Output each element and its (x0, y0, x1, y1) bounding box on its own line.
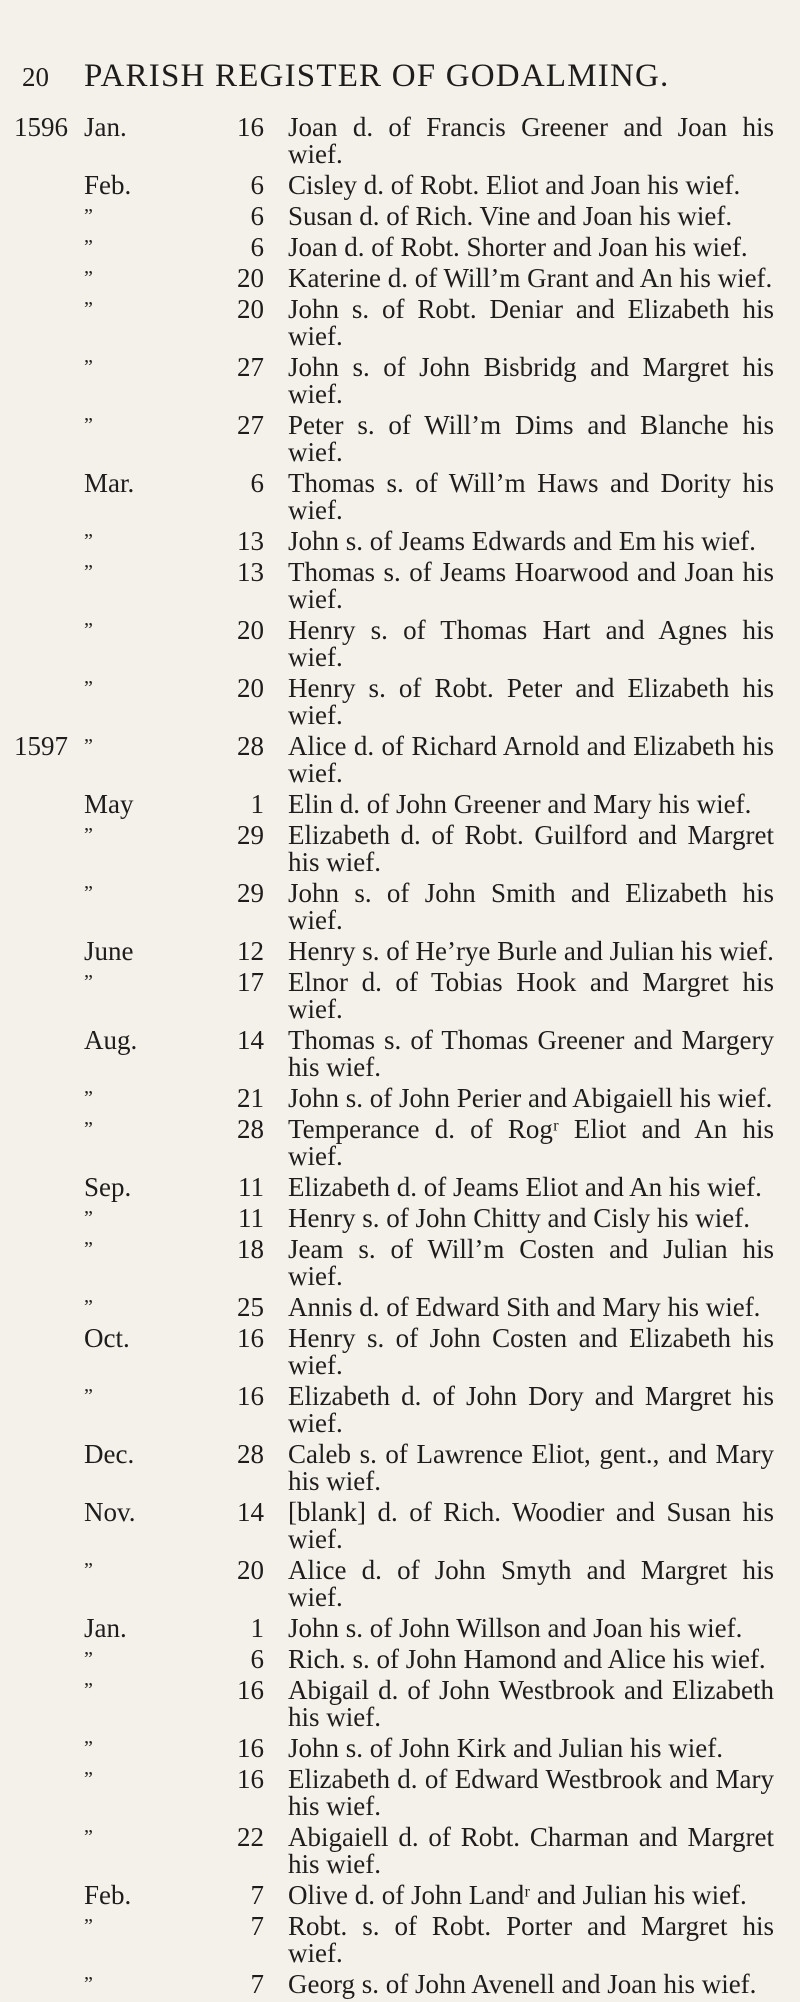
entry-month: ” (84, 1915, 92, 1937)
register-entry (0, 412, 800, 466)
register-entry (0, 1615, 800, 1642)
entry-day: 14 (237, 1025, 264, 1055)
entry-text: Jeam s. of Will’m Costen and Julian his wief. (288, 1234, 774, 1291)
entry-text: John s. of Jeams Edwards and Em his wief. (288, 526, 756, 556)
register-entry (0, 234, 800, 261)
entry-day: 17 (237, 967, 264, 997)
register-entry (0, 1383, 800, 1437)
register-entry (0, 265, 800, 292)
entry-day: 27 (237, 352, 264, 382)
entry-text: John s. of John Bisbridg and Margret his wief. (288, 352, 774, 409)
entry-day: 25 (237, 1292, 264, 1322)
entry-text: Joan d. of Robt. Shorter and Joan his wief. (288, 232, 748, 262)
entry-text: Peter s. of Will’m Dims and Blanche his wief. (288, 410, 774, 467)
entry-text: John s. of John Perier and Abigaiell his wief. (288, 1083, 773, 1113)
entry-day: 20 (237, 673, 264, 703)
entry-text: Cisley d. of Robt. Eliot and Joan his wief. (288, 170, 741, 200)
entry-day: 6 (250, 170, 264, 200)
entry-day: 28 (237, 731, 264, 761)
running-title: PARISH REGISTER OF GODALMING. (84, 58, 670, 94)
entry-day: 13 (237, 526, 264, 556)
register-entries (0, 114, 800, 2002)
entry-day: 20 (237, 294, 264, 324)
entry-text: Rich. s. of John Hamond and Alice his wief. (288, 1644, 766, 1674)
entry-day: 7 (250, 1969, 264, 1999)
entry-day: 14 (237, 1497, 264, 1527)
entry-month: ” (84, 1238, 92, 1260)
register-entry (0, 559, 800, 613)
entry-day: 29 (237, 878, 264, 908)
entry-month: ” (84, 619, 92, 641)
register-entry (0, 1441, 800, 1495)
entry-day: 16 (237, 1323, 264, 1353)
entry-text: Thomas s. of Thomas Greener and Margery his wief. (288, 1025, 774, 1082)
entry-month: ” (84, 1973, 92, 1995)
entry-text: Susan d. of Rich. Vine and Joan his wief. (288, 201, 733, 231)
entry-day: 11 (238, 1172, 264, 1202)
entry-text: Olive d. of John Landʳ and Julian his wief. (288, 1880, 747, 1910)
entry-text: Henry s. of Thomas Hart and Agnes his wief. (288, 615, 774, 672)
entry-day: 12 (237, 936, 264, 966)
entry-month: ” (84, 677, 92, 699)
entry-text: Alice d. of John Smyth and Margret his wief. (288, 1555, 774, 1612)
entry-month: ” (84, 1737, 92, 1759)
register-entry (0, 969, 800, 1023)
register-entry (0, 938, 800, 965)
entry-month: ” (84, 1385, 92, 1407)
register-entry (0, 1205, 800, 1232)
register-entry (0, 1882, 800, 1909)
register-entry (0, 733, 800, 787)
entry-text: Thomas s. of Jeams Hoarwood and Joan his wief. (288, 557, 774, 614)
entry-text: Elizabeth d. of Jeams Eliot and An his wief. (288, 1172, 762, 1202)
entry-day: 7 (250, 1911, 264, 1941)
register-entry (0, 528, 800, 555)
register-entry (0, 1557, 800, 1611)
register-entry (0, 1174, 800, 1201)
entry-month: Mar. (84, 468, 135, 498)
entry-text: Henry s. of Robt. Peter and Elizabeth his wief. (288, 673, 774, 730)
entry-month: Sep. (84, 1172, 132, 1202)
entry-text: Henry s. of John Costen and Elizabeth his wief. (288, 1323, 774, 1380)
register-entry (0, 1971, 800, 1998)
entry-day: 16 (237, 1733, 264, 1763)
entry-month: ” (84, 1207, 92, 1229)
entry-text: Robt. s. of Robt. Porter and Margret his wief. (288, 1911, 774, 1968)
entry-month: ” (84, 414, 92, 436)
entry-month: Feb. (84, 1880, 132, 1910)
entry-text: Annis d. of Edward Sith and Mary his wief. (288, 1292, 761, 1322)
entry-day: 20 (237, 263, 264, 293)
register-entry (0, 1677, 800, 1731)
entry-day: 28 (237, 1114, 264, 1144)
entry-month: Aug. (84, 1025, 138, 1055)
entry-day: 22 (237, 1822, 264, 1852)
register-entry (0, 296, 800, 350)
entry-day: 20 (237, 615, 264, 645)
entry-day: 16 (237, 112, 264, 142)
register-entry (0, 791, 800, 818)
entry-day: 29 (237, 820, 264, 850)
entry-month: ” (84, 1559, 92, 1581)
entry-day: 16 (237, 1381, 264, 1411)
entry-text: John s. of John Smith and Elizabeth his wief. (288, 878, 774, 935)
entry-month: Oct. (84, 1323, 130, 1353)
entry-text: Elnor d. of Tobias Hook and Margret his wief. (288, 967, 774, 1024)
entry-text: Katerine d. of Will’m Grant and An his wief. (288, 263, 773, 293)
entry-day: 18 (237, 1234, 264, 1264)
register-entry (0, 1236, 800, 1290)
register-entry (0, 880, 800, 934)
entry-text: Joan d. of Francis Greener and Joan his wief. (288, 112, 774, 169)
entry-month: ” (84, 236, 92, 258)
register-entry (0, 1913, 800, 1967)
entry-text: Elizabeth d. of Robt. Guilford and Margret his wief. (288, 820, 774, 877)
entry-month: ” (84, 267, 92, 289)
register-entry (0, 1824, 800, 1878)
entry-month: Nov. (84, 1497, 136, 1527)
entry-month: ” (84, 1679, 92, 1701)
entry-day: 21 (237, 1083, 264, 1113)
entry-year: 1596 (14, 112, 68, 142)
register-entry (0, 1294, 800, 1321)
entry-day: 1 (250, 1613, 264, 1643)
entry-text: Elizabeth d. of Edward Westbrook and Mary his wief. (288, 1764, 774, 1821)
entry-month: ” (84, 561, 92, 583)
entry-month: June (84, 936, 134, 966)
register-entry (0, 1325, 800, 1379)
entry-year: 1597 (14, 731, 68, 761)
entry-text: Abigaiell d. of Robt. Charman and Margret his wief. (288, 1822, 774, 1879)
register-entry (0, 203, 800, 230)
entry-month: ” (84, 1826, 92, 1848)
entry-month: ” (84, 882, 92, 904)
entry-month: ” (84, 1296, 92, 1318)
entry-month: ” (84, 1648, 92, 1670)
entry-month: Dec. (84, 1439, 135, 1469)
register-entry (0, 1735, 800, 1762)
entry-text: John s. of John Kirk and Julian his wief. (288, 1733, 723, 1763)
register-entry (0, 114, 800, 168)
register-entry (0, 470, 800, 524)
entry-text: Thomas s. of Will’m Haws and Dority his wief. (288, 468, 774, 525)
entry-text: Caleb s. of Lawrence Eliot, gent., and Mary his wief. (288, 1439, 774, 1496)
register-entry (0, 1085, 800, 1112)
register-entry (0, 1646, 800, 1673)
entry-text: Elin d. of John Greener and Mary his wief. (288, 789, 752, 819)
entry-day: 1 (250, 789, 264, 819)
entry-text: Alice d. of Richard Arnold and Elizabeth his wief. (288, 731, 774, 788)
register-entry (0, 1766, 800, 1820)
entry-day: 6 (250, 201, 264, 231)
page-number: 20 (22, 62, 49, 92)
entry-text: Georg s. of John Avenell and Joan his wief. (288, 1969, 757, 1999)
entry-month: May (84, 789, 134, 819)
entry-month: ” (84, 298, 92, 320)
register-entry (0, 1116, 800, 1170)
register-entry (0, 1499, 800, 1553)
entry-text: Abigail d. of John Westbrook and Elizabeth his wief. (288, 1675, 774, 1732)
register-entry (0, 354, 800, 408)
entry-day: 7 (250, 1880, 264, 1910)
entry-text: Temperance d. of Rogʳ Eliot and An his wief. (288, 1114, 774, 1171)
entry-month: ” (84, 735, 92, 757)
entry-text: John s. of John Willson and Joan his wief. (288, 1613, 743, 1643)
register-entry (0, 822, 800, 876)
page-header (0, 58, 800, 98)
entry-day: 16 (237, 1675, 264, 1705)
entry-month: ” (84, 824, 92, 846)
entry-month: Jan. (84, 1613, 127, 1643)
entry-text: Elizabeth d. of John Dory and Margret his wief. (288, 1381, 774, 1438)
entry-month: ” (84, 530, 92, 552)
entry-month: ” (84, 205, 92, 227)
entry-month: ” (84, 356, 92, 378)
entry-month: ” (84, 1118, 92, 1140)
entry-day: 6 (250, 232, 264, 262)
entry-text: Henry s. of He’rye Burle and Julian his wief. (288, 936, 774, 966)
entry-month: ” (84, 1768, 92, 1790)
entry-day: 6 (250, 468, 264, 498)
entry-month: Jan. (84, 112, 127, 142)
entry-day: 13 (237, 557, 264, 587)
register-entry (0, 172, 800, 199)
entry-day: 11 (238, 1203, 264, 1233)
entry-text: John s. of Robt. Deniar and Elizabeth his wief. (288, 294, 774, 351)
entry-text: Henry s. of John Chitty and Cisly his wief. (288, 1203, 750, 1233)
register-entry (0, 675, 800, 729)
entry-day: 6 (250, 1644, 264, 1674)
entry-month: Feb. (84, 170, 132, 200)
entry-month: ” (84, 1087, 92, 1109)
entry-day: 27 (237, 410, 264, 440)
register-entry (0, 617, 800, 671)
entry-day: 28 (237, 1439, 264, 1469)
register-entry (0, 1027, 800, 1081)
entry-text: [blank] d. of Rich. Woodier and Susan his wief. (288, 1497, 774, 1554)
entry-month: ” (84, 971, 92, 993)
entry-day: 20 (237, 1555, 264, 1585)
entry-day: 16 (237, 1764, 264, 1794)
